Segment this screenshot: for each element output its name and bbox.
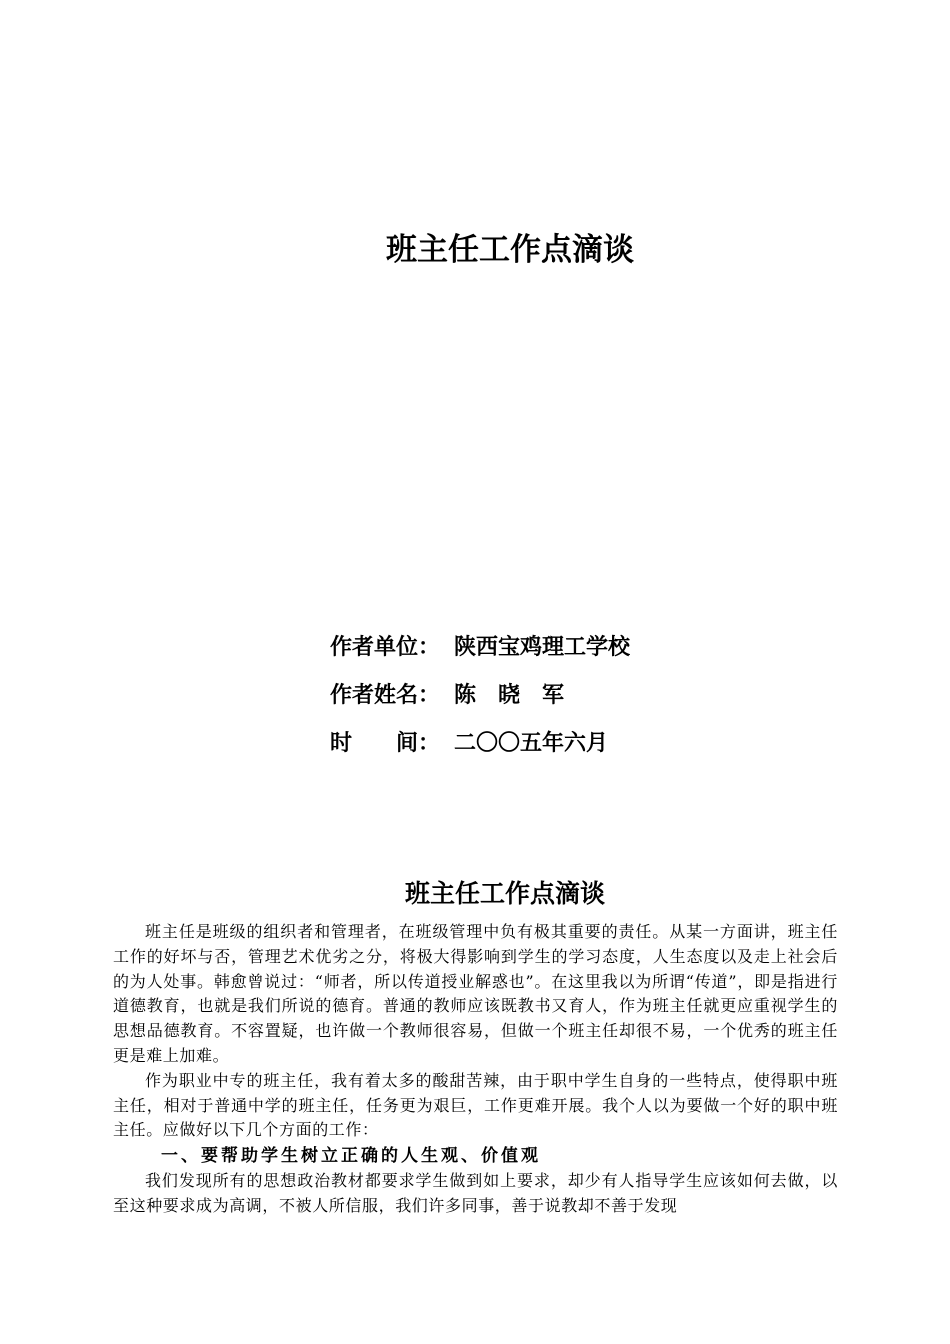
article-title: 班主任工作点滴谈 (404, 879, 605, 908)
paragraph-1: 班主任是班级的组织者和管理者，在班级管理中负有极其重要的责任。从某一方面讲，班主任工作的好坏与否，管理艺术优劣之分，将极大得影响到学生的学习态度，人生态度以及走上社会后的为人处事。韩愈曾说过：“师者，所以传道授业解惑也”。在这里我以为所谓“传道”，即是指进行道德教育，也就是我们所说的德育。普通的教师应该既教书又育人，作为班主任就更应重视学生的思想品德教育。不容置疑，也许做一个教师很容易，但做一个班主任却很不易，一个优秀的班主任更是难上加难。 (113, 922, 838, 1065)
author-unit-value: 陕西宝鸡理工学校 (454, 635, 631, 660)
author-unit-row (330, 628, 630, 676)
section-heading-1: 一、要帮助学生树立正确的人生观、价值观 (161, 1146, 541, 1167)
article-body (113, 920, 838, 1219)
author-name-label: 作者姓名： (330, 683, 441, 708)
author-name-value: 陈 晓 军 (454, 683, 565, 708)
date-label: 时 间： (330, 731, 441, 756)
section-1-paragraph: 我们发现所有的思想政治教材都要求学生做到如上要求，却少有人指导学生应该如何去做，以至这种要求成为高调，不被人所信服，我们许多同事，善于说教却不善于发现 (113, 1171, 838, 1215)
cover-title: 班主任工作点滴谈 (386, 232, 634, 268)
author-unit-label: 作者单位： (330, 635, 441, 660)
date-value: 二〇〇五年六月 (454, 731, 609, 756)
author-info (330, 628, 630, 772)
paragraph-2: 作为职业中专的班主任，我有着太多的酸甜苦辣，由于职中学生自身的一些特点，使得职中班主任，相对于普通中学的班主任，任务更为艰巨，工作更难开展。我个人以为要做一个好的职中班主任。应做好以下几个方面的工作： (113, 1070, 838, 1140)
author-name-row (330, 676, 630, 724)
date-row (330, 724, 630, 772)
